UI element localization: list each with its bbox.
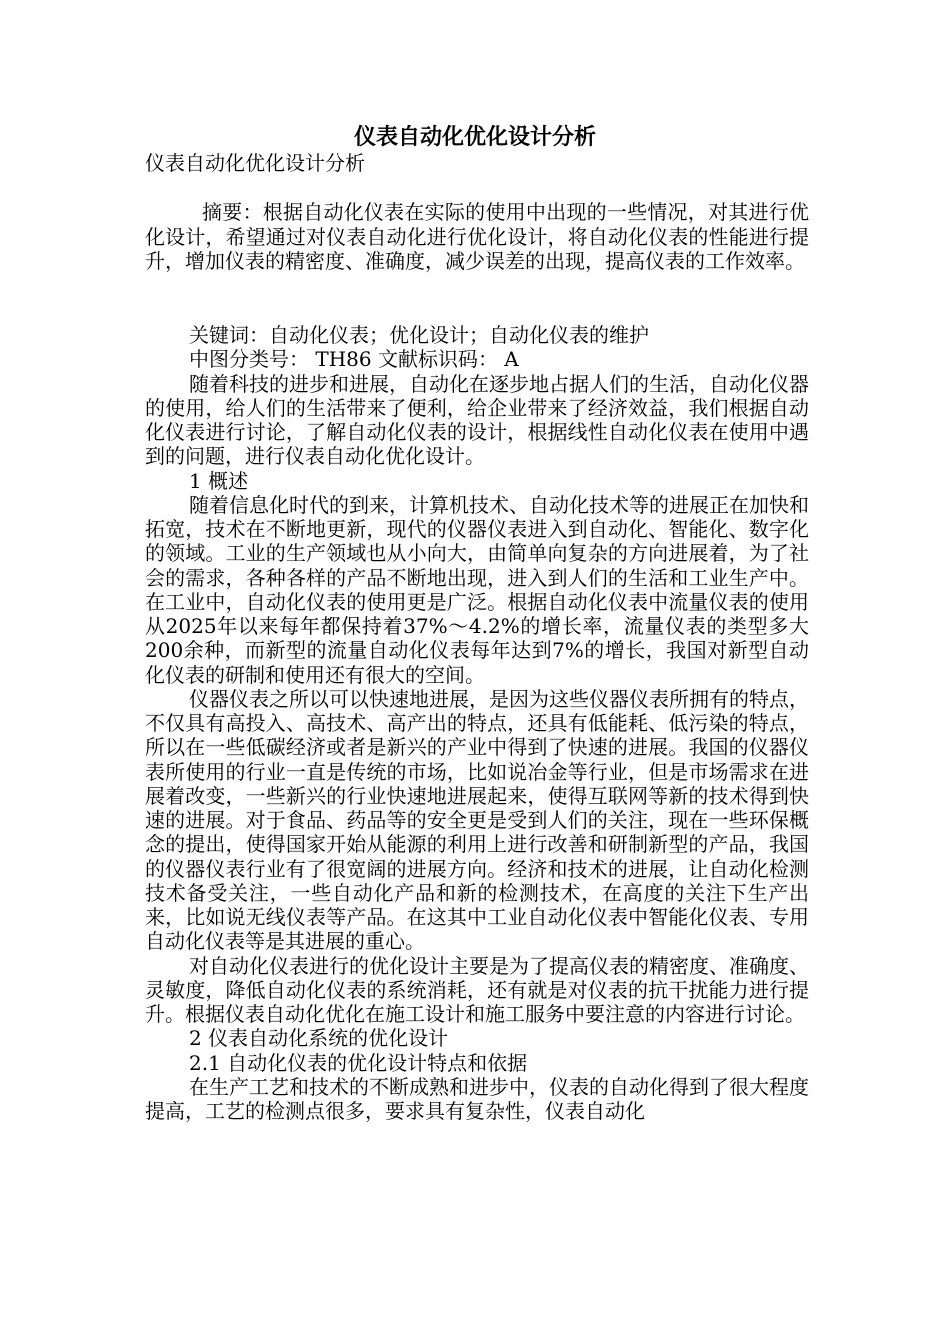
section-1-paragraph-1: 随着信息化时代的到来，计算机技术、自动化技术等的进展正在加快和拓宽，技术在不断地更新，现代的仪器仪表进入到自动化、智能化、数字化的领域。工业的生产领域也从小向大，由简单向复杂的方向进展着，为了社会的需求，各种各样的产品不断地出现，进入到人们的生活和工业生产中。在工业中，自动化仪表的使用更是广泛。根据自动化仪表中流量仪表的使用从2025年以来每年都保持着37%～4.2%的增长率，流量仪表的类型多大200余种，而新型的流量自动化仪表每年达到7%的增长，我国对新型自动化仪表的研制和使用还有很大的空间。 [145,492,809,687]
section-2-1-paragraph-1: 在生产工艺和技术的不断成熟和进步中，仪表的自动化得到了很大程度提高，工艺的检测点很多，要求具有复杂性，仪表自动化 [145,1074,809,1123]
keywords-line: 关键词：自动化仪表；优化设计；自动化仪表的维护 [189,323,649,347]
classification-line: 中图分类号： TH86 文献标识码： A [189,347,519,372]
document-body [145,323,809,1123]
section-1-heading: 1 概述 [189,468,249,493]
section-2-1-heading: 2.1 自动化仪表的优化设计特点和依据 [189,1050,528,1075]
intro-paragraph: 随着科技的进步和进展，自动化在逐步地占据人们的生活，自动化仪器的使用，给人们的生活带来了便利，给企业带来了经济效益，我们根据自动化仪表进行讨论，了解自动化仪表的设计，根据线性自动化仪表在使用中遇到的问题，进行仪表自动化优化设计。 [145,371,809,469]
document-subtitle: 仪表自动化优化设计分析 [145,151,365,175]
document-title: 仪表自动化优化设计分析 [353,124,596,150]
section-2-heading: 2 仪表自动化系统的优化设计 [189,1026,449,1051]
section-1-paragraph-2: 仪器仪表之所以可以快速地进展，是因为这些仪器仪表所拥有的特点，不仅具有高投入、高技术、高产出的特点，还具有低能耗、低污染的特点，所以在一些低碳经济或者是新兴的产业中得到了快速的进展。我国的仪器仪表所使用的行业一直是传统的市场，比如说冶金等行业，但是市场需求在进展着改变，一些新兴的行业快速地进展起来，使得互联网等新的技术得到快速的进展。对于食品、药品等的安全更是受到人们的关注，现在一些环保概念的提出，使得国家开始从能源的利用上进行改善和研制新型的产品，我国的仪器仪表行业有了很宽阔的进展方向。经济和技术的进展，让自动化检测技术备受关注，一些自动化产品和新的检测技术，在高度的关注下生产出来，比如说无线仪表等产品。在这其中工业自动化仪表中智能化仪表、专用自动化仪表等是其进展的重心。 [145,686,809,954]
abstract-paragraph: 摘要：根据自动化仪表在实际的使用中出现的一些情况，对其进行优化设计，希望通过对仪表自动化进行优化设计，将自动化仪表的性能进行提升，增加仪表的精密度、准确度，减少误差的出现，提高仪表的工作效率。 [145,200,809,274]
section-1-paragraph-3: 对自动化仪表进行的优化设计主要是为了提高仪表的精密度、准确度、灵敏度，降低自动化仪表的系统消耗，还有就是对仪表的抗干扰能力进行提升。根据仪表自动化优化在施工设计和施工服务中要注意的内容进行讨论。 [145,953,809,1026]
